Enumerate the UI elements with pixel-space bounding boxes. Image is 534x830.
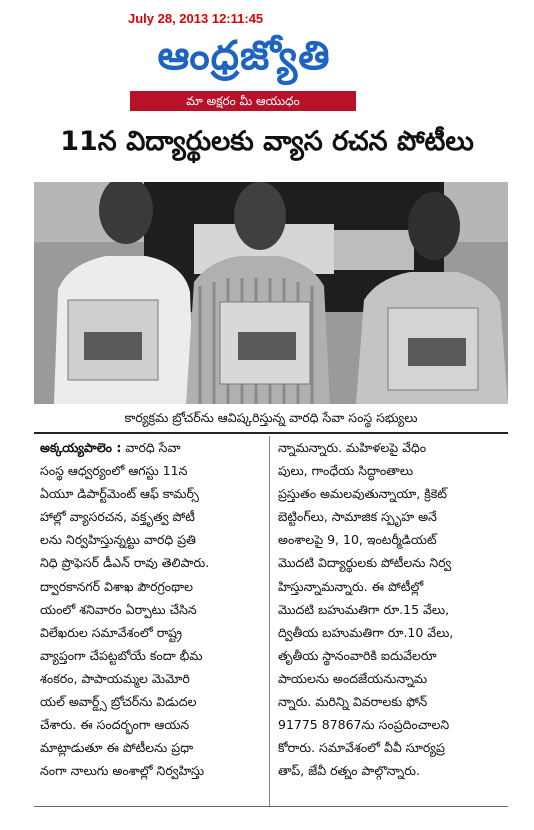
article-dateline: అక్కయ్యపాలెం : (40, 440, 122, 455)
article-column-left (40, 436, 261, 806)
caption-rule (34, 432, 508, 434)
column-line: తృతీయ స్థానంవారికి ఐదువేలరూ (278, 647, 437, 663)
column-line: ద్వితీయ బహుమతిగా రూ.10 వేలు, (278, 624, 454, 640)
column-line: న్నామన్నారు. మహిళలపై వేధిం (278, 440, 427, 455)
column-line: తాప్, జేవీ రత్నం పాల్గొన్నారు. (278, 763, 420, 779)
column-line: 91775 87867ను సంప్రదించాలని (278, 717, 450, 733)
column-divider (269, 436, 270, 806)
date-stamp: July 28, 2013 12:11:45 (128, 11, 264, 26)
article-headline: 11న విద్యార్థులకు వ్యాస రచన పోటీలు (60, 126, 474, 157)
column-line: ద్వారకానగర్ విశాఖ పౌరగ్రంథాల (40, 578, 193, 594)
column-line: యంలో శనివారం ఏర్పాటు చేసిన (40, 601, 197, 617)
column-line: నిధి ప్రొఫెసర్ డీఎన్ రావు తెలిపారు. (40, 555, 210, 571)
column-line-text: వారధి సేవా (125, 440, 181, 455)
column-line: హాల్లో వ్యాసరచన, వక్తృత్వ పోటీ (40, 509, 195, 525)
article-photo (34, 182, 508, 404)
photo-caption: కార్యక్రమ బ్రోచర్‌ను ఆవిష్కరిస్తున్న వారధి సేవా సంస్థ సభ్యులు (34, 404, 508, 432)
article-column-right (278, 436, 499, 806)
column-line: మాట్లాడుతూ ఈ పోటీలను ప్రధా (40, 740, 194, 756)
column-line: శంకరం, పాపాయమ్మల మెమోరి (40, 670, 190, 686)
column-line: పాయలను అందజేయనున్నామ (278, 670, 428, 686)
bottom-rule (34, 806, 508, 807)
masthead-tagline: మా అక్షరం మీ ఆయుధం (130, 91, 356, 111)
column-line: పులు, గాంధేయ సిద్ధాంతాలు (278, 463, 414, 479)
column-line: విలేఖరుల సమావేశంలో రాష్ట్ర (40, 624, 183, 640)
column-line: నంగా నాలుగు అంశాల్లో నిర్వహిస్తు (40, 763, 205, 779)
column-line: ప్రస్తుతం అమలవుతున్నాయా, క్రికెట్ (278, 486, 447, 502)
column-line: యల్ అవార్డ్స్ బ్రోచర్‌ను విడుదల (40, 694, 197, 710)
column-line: మొదటి బహుమతిగా రూ.15 వేలు, (278, 601, 450, 617)
column-line: వ్యాప్తంగా చేపట్టబోయే కందా భీమ (40, 647, 203, 663)
column-line: లను నిర్వహిస్తున్నట్టు వారధి ప్రతి (40, 532, 196, 548)
column-line: చేశారు. ఈ సందర్భంగా ఆయన (40, 717, 190, 733)
photo-illustration (34, 182, 508, 404)
column-line: హిస్తున్నామన్నారు. ఈ పోటీల్లో (278, 578, 424, 594)
masthead-title: ఆంధ్రజ్యోతి (157, 33, 331, 79)
column-line: సంస్థ ఆధ్వర్యంలో ఆగస్టు 11న (40, 463, 188, 479)
column-line (40, 436, 261, 459)
column-line: బెట్టింగ్‌లు, సామాజిక స్పృహ అనే (278, 509, 437, 525)
column-line: న్నారు. మరిన్ని వివరాలకు ఫోన్ (278, 694, 428, 710)
column-line: మొదటి విద్యార్థులకు పోటీలను నిర్వ (278, 555, 452, 571)
column-line: అంశాలపై 9, 10, ఇంటర్మీడియట్ (278, 532, 437, 548)
masthead-logo (128, 28, 360, 88)
column-line: ఏయూ డిపార్ట్‌మెంట్ ఆఫ్ కామర్స్ (40, 486, 199, 502)
column-line: కోరారు. సమావేశంలో వీవీ సూర్యప్ర (278, 740, 445, 756)
